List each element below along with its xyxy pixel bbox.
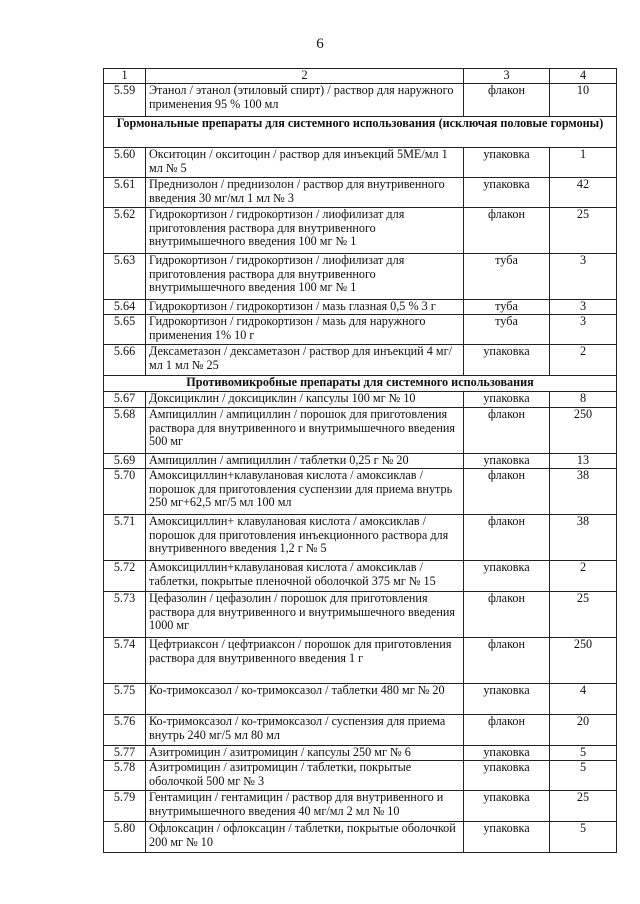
item-unit: туба xyxy=(464,254,550,300)
item-name: Ампициллин / ампициллин / порошок для приготовления раствора для внутривенного и внутримышечного введения 500 мг xyxy=(146,408,464,454)
table-row xyxy=(104,561,617,592)
item-unit: упаковка xyxy=(464,746,550,761)
table-row xyxy=(104,315,617,345)
item-unit: флакон xyxy=(464,638,550,684)
item-number: 5.59 xyxy=(104,84,146,117)
item-name: Амоксициллин+ клавулановая кислота / амоксиклав / порошок для приготовления инъекционного раствора для внутривенного введения 1,2 г № 5 xyxy=(146,515,464,561)
item-quantity: 8 xyxy=(550,392,617,408)
item-name: Ампициллин / ампициллин / таблетки 0,25 г № 20 xyxy=(146,454,464,469)
item-number: 5.74 xyxy=(104,638,146,684)
item-unit: упаковка xyxy=(464,148,550,178)
item-name: Офлоксацин / офлоксацин / таблетки, покрытые оболочкой 200 мг № 10 xyxy=(146,822,464,853)
header-cell-2: 2 xyxy=(146,69,464,84)
item-unit: флакон xyxy=(464,515,550,561)
item-name: Гидрокортизон / гидрокортизон / лиофилизат для приготовления раствора для внутривенного внутримышечного введения 100 мг № 1 xyxy=(146,208,464,254)
item-quantity: 5 xyxy=(550,761,617,791)
item-number: 5.65 xyxy=(104,315,146,345)
item-quantity: 3 xyxy=(550,300,617,315)
header-row xyxy=(104,69,617,84)
item-number: 5.69 xyxy=(104,454,146,469)
item-number: 5.62 xyxy=(104,208,146,254)
table-row xyxy=(104,84,617,117)
item-quantity: 10 xyxy=(550,84,617,117)
item-name: Гидрокортизон / гидрокортизон / лиофилизат для приготовления раствора для внутривенного внутримышечного введения 100 мг № 1 xyxy=(146,254,464,300)
item-name: Доксициклин / доксициклин / капсулы 100 мг № 10 xyxy=(146,392,464,408)
item-name: Ко-тримоксазол / ко-тримоксазол / суспензия для приема внутрь 240 мг/5 мл 80 мл xyxy=(146,715,464,746)
table-row xyxy=(104,746,617,761)
header-cell-3: 3 xyxy=(464,69,550,84)
item-unit: упаковка xyxy=(464,345,550,376)
item-name: Преднизолон / преднизолон / раствор для внутривенного введения 30 мг/мл 1 мл № 3 xyxy=(146,178,464,208)
table-row xyxy=(104,392,617,408)
section-title: Противомикробные препараты для системного использования xyxy=(104,376,617,392)
item-quantity: 5 xyxy=(550,746,617,761)
item-quantity: 5 xyxy=(550,822,617,853)
item-quantity: 25 xyxy=(550,208,617,254)
item-quantity: 250 xyxy=(550,408,617,454)
table-row xyxy=(104,684,617,715)
item-number: 5.76 xyxy=(104,715,146,746)
item-number: 5.73 xyxy=(104,592,146,638)
item-quantity: 3 xyxy=(550,254,617,300)
page-number: 6 xyxy=(316,36,324,52)
table-row xyxy=(104,822,617,853)
item-unit: упаковка xyxy=(464,684,550,715)
item-quantity: 38 xyxy=(550,515,617,561)
section-row xyxy=(104,376,617,392)
item-unit: флакон xyxy=(464,408,550,454)
item-unit: упаковка xyxy=(464,822,550,853)
item-name: Цефазолин / цефазолин / порошок для приготовления раствора для внутривенного и внутримышечного введения 1000 мг xyxy=(146,592,464,638)
table-row xyxy=(104,178,617,208)
item-unit: флакон xyxy=(464,715,550,746)
item-quantity: 20 xyxy=(550,715,617,746)
header-cell-1: 1 xyxy=(104,69,146,84)
item-number: 5.80 xyxy=(104,822,146,853)
table-row xyxy=(104,148,617,178)
item-quantity: 25 xyxy=(550,592,617,638)
item-unit: туба xyxy=(464,315,550,345)
table-row xyxy=(104,208,617,254)
table-row xyxy=(104,254,617,300)
item-name: Азитромицин / азитромицин / капсулы 250 мг № 6 xyxy=(146,746,464,761)
item-number: 5.64 xyxy=(104,300,146,315)
section-title: Гормональные препараты для системного использования (исключая половые гормоны) xyxy=(104,117,617,148)
table-row xyxy=(104,515,617,561)
item-name: Гидрокортизон / гидрокортизон / мазь глазная 0,5 % 3 г xyxy=(146,300,464,315)
item-name: Амоксициллин+клавулановая кислота / амоксиклав / таблетки, покрытые пленочной оболочкой 375 мг № 15 xyxy=(146,561,464,592)
item-name: Дексаметазон / дексаметазон / раствор для инъекций 4 мг/мл 1 мл № 25 xyxy=(146,345,464,376)
item-number: 5.60 xyxy=(104,148,146,178)
item-unit: флакон xyxy=(464,84,550,117)
item-number: 5.68 xyxy=(104,408,146,454)
item-number: 5.61 xyxy=(104,178,146,208)
table-row xyxy=(104,300,617,315)
item-unit: флакон xyxy=(464,208,550,254)
item-number: 5.78 xyxy=(104,761,146,791)
table-row xyxy=(104,592,617,638)
item-unit: упаковка xyxy=(464,392,550,408)
item-unit: флакон xyxy=(464,469,550,515)
item-number: 5.77 xyxy=(104,746,146,761)
item-unit: туба xyxy=(464,300,550,315)
item-quantity: 42 xyxy=(550,178,617,208)
item-number: 5.72 xyxy=(104,561,146,592)
section-row xyxy=(104,117,617,148)
item-number: 5.79 xyxy=(104,791,146,822)
table-row xyxy=(104,715,617,746)
item-unit: упаковка xyxy=(464,561,550,592)
item-quantity: 250 xyxy=(550,638,617,684)
item-number: 5.67 xyxy=(104,392,146,408)
item-name: Амоксициллин+клавулановая кислота / амоксиклав / порошок для приготовления суспензии для приема внутрь 250 мг+62,5 мг/5 мл 100 мл xyxy=(146,469,464,515)
item-quantity: 3 xyxy=(550,315,617,345)
table-row xyxy=(104,761,617,791)
item-name: Гентамицин / гентамицин / раствор для внутривенного и внутримышечного введения 40 мг/мл 2 мл № 10 xyxy=(146,791,464,822)
item-number: 5.75 xyxy=(104,684,146,715)
item-quantity: 13 xyxy=(550,454,617,469)
table-row xyxy=(104,791,617,822)
item-quantity: 4 xyxy=(550,684,617,715)
table-row xyxy=(104,454,617,469)
item-number: 5.66 xyxy=(104,345,146,376)
item-quantity: 1 xyxy=(550,148,617,178)
item-unit: упаковка xyxy=(464,178,550,208)
item-unit: упаковка xyxy=(464,761,550,791)
table-row xyxy=(104,469,617,515)
item-name: Этанол / этанол (этиловый спирт) / раствор для наружного применения 95 % 100 мл xyxy=(146,84,464,117)
item-number: 5.70 xyxy=(104,469,146,515)
table-row xyxy=(104,408,617,454)
medication-table xyxy=(103,68,617,853)
item-quantity: 25 xyxy=(550,791,617,822)
item-number: 5.71 xyxy=(104,515,146,561)
item-quantity: 2 xyxy=(550,561,617,592)
table-row xyxy=(104,345,617,376)
item-name: Азитромицин / азитромицин / таблетки, покрытые оболочкой 500 мг № 3 xyxy=(146,761,464,791)
item-name: Окситоцин / окситоцин / раствор для инъекций 5МЕ/мл 1 мл № 5 xyxy=(146,148,464,178)
item-unit: флакон xyxy=(464,592,550,638)
table-row xyxy=(104,638,617,684)
header-cell-4: 4 xyxy=(550,69,617,84)
item-quantity: 38 xyxy=(550,469,617,515)
item-unit: упаковка xyxy=(464,454,550,469)
item-quantity: 2 xyxy=(550,345,617,376)
item-unit: упаковка xyxy=(464,791,550,822)
item-number: 5.63 xyxy=(104,254,146,300)
item-name: Ко-тримоксазол / ко-тримоксазол / таблетки 480 мг № 20 xyxy=(146,684,464,715)
item-name: Гидрокортизон / гидрокортизон / мазь для наружного применения 1% 10 г xyxy=(146,315,464,345)
item-name: Цефтриаксон / цефтриаксон / порошок для приготовления раствора для внутривенного введения 1 г xyxy=(146,638,464,684)
